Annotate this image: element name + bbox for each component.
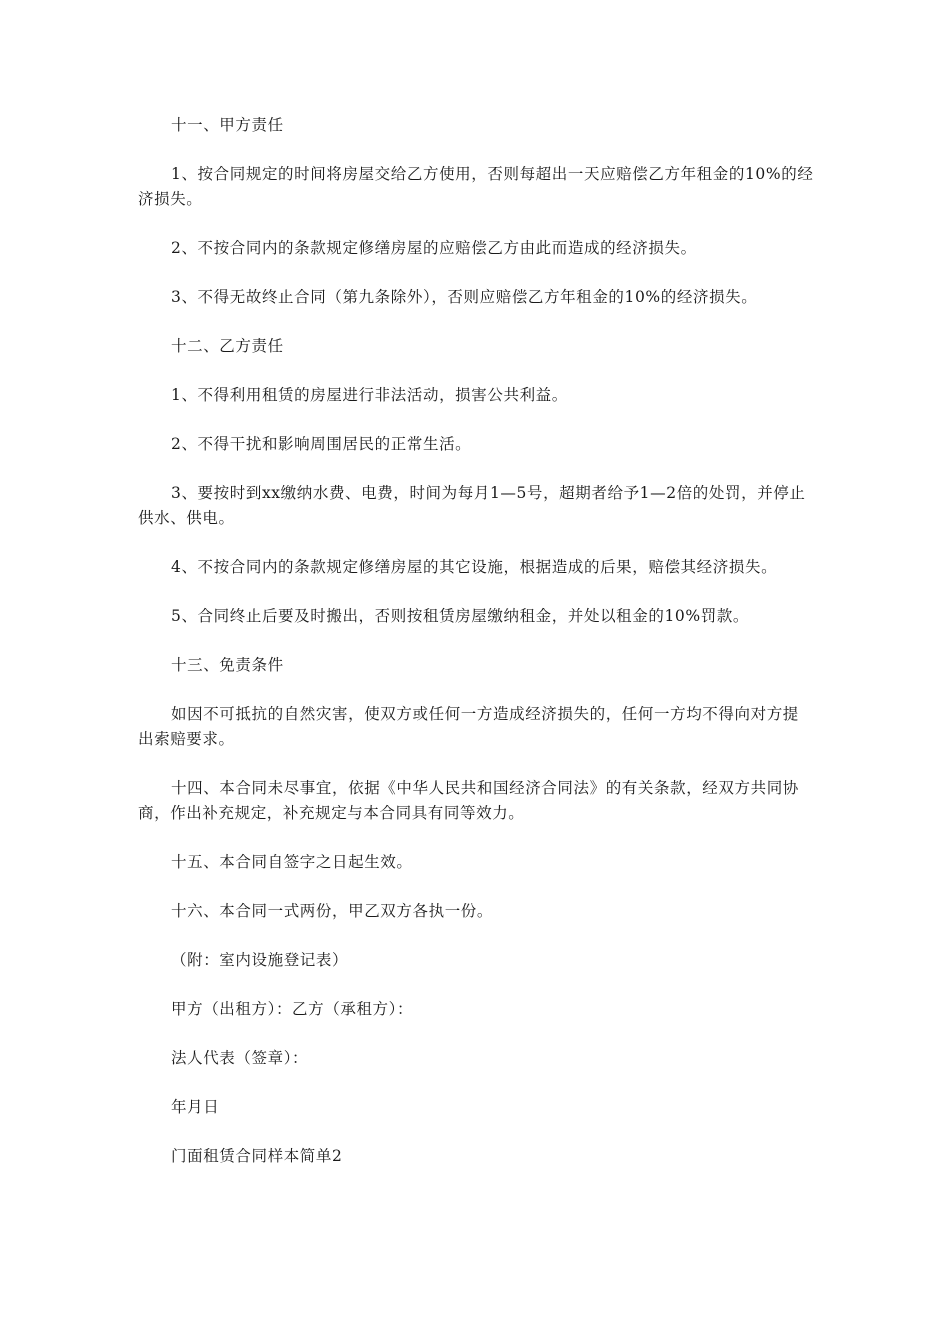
- clause-b-4: 4、不按合同内的条款规定修缮房屋的其它设施，根据造成的后果，赔偿其经济损失。: [171, 558, 778, 576]
- attachment-note: （附：室内设施登记表）: [171, 951, 349, 969]
- clause-b-3: 3、要按时到xx缴纳水费、电费，时间为每月1—5号，超期者给予1—2倍的处罚，并停止供水、供电。: [138, 484, 806, 527]
- section-heading-party-b-duties: 十二、乙方责任: [171, 337, 284, 355]
- section-heading-party-a-duties: 十一、甲方责任: [171, 116, 284, 134]
- document-body: [138, 113, 814, 1193]
- clause-b-5: 5、合同终止后要及时搬出，否则按租赁房屋缴纳租金，并处以租金的10%罚款。: [171, 607, 750, 625]
- signature-legal-rep: 法人代表（签章）：: [171, 1049, 309, 1067]
- clause-a-1: 1、按合同规定的时间将房屋交给乙方使用，否则每超出一天应赔偿乙方年租金的10%的经济损失。: [138, 165, 814, 208]
- clause-14: 十四、本合同未尽事宜，依据《中华人民共和国经济合同法》的有关条款，经双方共同协商，作出补充规定，补充规定与本合同具有同等效力。: [138, 779, 799, 822]
- clause-b-1: 1、不得利用租赁的房屋进行非法活动，损害公共利益。: [171, 386, 568, 404]
- next-contract-title: 门面租赁合同样本简单2: [171, 1147, 343, 1165]
- exemption-text: 如因不可抵抗的自然灾害，使双方或任何一方造成经济损失的，任何一方均不得向对方提出索赔要求。: [138, 705, 799, 748]
- clause-16: 十六、本合同一式两份，甲乙双方各执一份。: [171, 902, 494, 920]
- section-heading-exemption: 十三、免责条件: [171, 656, 284, 674]
- signature-date: 年月日: [171, 1098, 220, 1116]
- clause-a-3: 3、不得无故终止合同（第九条除外），否则应赔偿乙方年租金的10%的经济损失。: [171, 288, 758, 306]
- clause-a-2: 2、不按合同内的条款规定修缮房屋的应赔偿乙方由此而造成的经济损失。: [171, 239, 697, 257]
- clause-15: 十五、本合同自签字之日起生效。: [171, 853, 413, 871]
- clause-b-2: 2、不得干扰和影响周围居民的正常生活。: [171, 435, 472, 453]
- signature-parties: 甲方（出租方）：乙方（承租方）：: [171, 1000, 414, 1018]
